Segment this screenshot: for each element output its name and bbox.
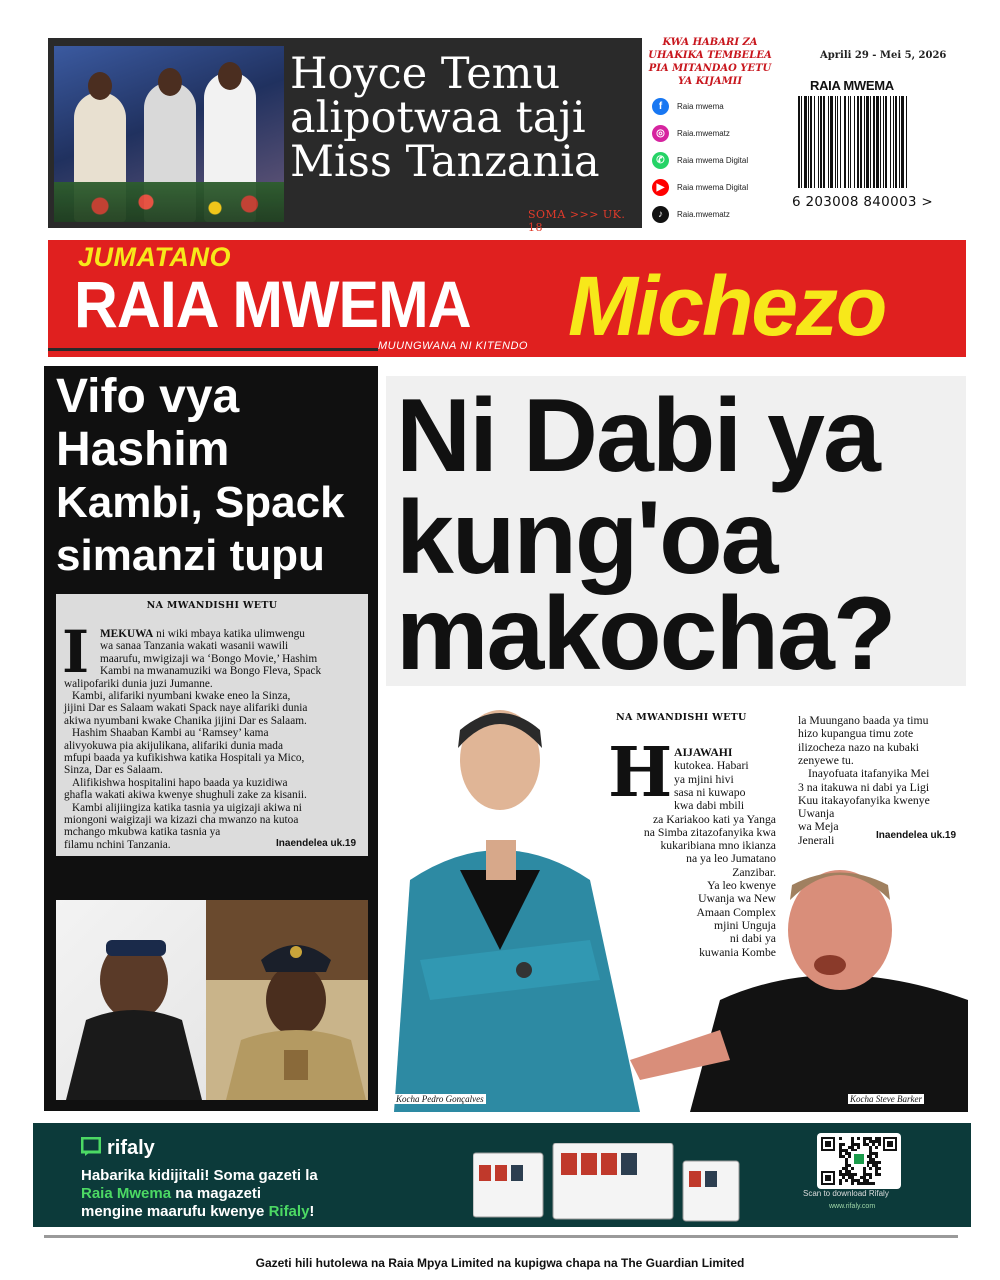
barcode-brand: RAIA MWEMA (810, 78, 894, 93)
barcode-bar (801, 96, 802, 188)
main-headline-box[interactable] (386, 376, 966, 692)
ad-url[interactable]: www.rifaly.com (829, 1203, 876, 1210)
barcode-bar (876, 96, 879, 188)
article-line: la Muungano baada ya timu (798, 714, 929, 727)
qr-module (842, 1167, 845, 1170)
masthead-rule (48, 348, 378, 351)
qr-module (869, 1173, 872, 1176)
qr-module (848, 1146, 851, 1149)
qr-module (845, 1149, 848, 1152)
article-line: akiwa nyumbani kwake Chanika jijini Dar es Salaam. (64, 714, 307, 727)
barcode-bar (870, 96, 871, 188)
article-line: walipofariki dunia juzi Jumanne. (64, 677, 213, 690)
qr-module (842, 1149, 845, 1152)
article-line: 3 na itakuwa ni dabi ya Ligi (798, 780, 930, 794)
qr-module (863, 1140, 866, 1143)
qr-module (848, 1155, 851, 1158)
social-media-box (646, 32, 774, 232)
article-line: Inayofuata itafanyika Mei (808, 767, 930, 781)
continued-ref[interactable]: Inaendelea uk.19 (876, 830, 957, 841)
qr-module (845, 1170, 848, 1173)
qr-module (851, 1167, 854, 1170)
qr-module (857, 1143, 860, 1146)
social-heading: KWA HABARI ZA UHAKIKA TEMBELEA PIA MITANDAO YETU YA KIJAMII (648, 37, 772, 87)
qr-module (872, 1164, 875, 1167)
barcode-bar (899, 96, 900, 188)
barcode-bar (820, 96, 822, 188)
qr-module (854, 1154, 864, 1164)
article-line: Ya leo kwenye (707, 879, 776, 892)
qr-module (857, 1146, 860, 1149)
qr-module (869, 1158, 872, 1161)
social-item-youtube[interactable]: ▶ Raia mwema Digital (652, 177, 748, 197)
qr-module (845, 1167, 848, 1170)
hashim-kambi-spack-photo (56, 900, 368, 1100)
drop-cap: I (62, 618, 90, 686)
qr-module (845, 1152, 848, 1155)
barcode-bar (893, 96, 894, 188)
article-line: Jenerali (798, 833, 835, 847)
barcode-bar (866, 96, 869, 188)
qr-module (825, 1141, 831, 1147)
byline: NA MWANDISHI WETU (146, 600, 278, 611)
qr-module (839, 1182, 842, 1185)
qr-module (851, 1176, 854, 1179)
qr-module (842, 1173, 845, 1176)
qr-module (875, 1146, 878, 1149)
qr-module (872, 1182, 875, 1185)
left-story (44, 366, 378, 1111)
barcode-bar (830, 96, 833, 188)
qr-module (869, 1155, 872, 1158)
barcode-box (782, 32, 962, 232)
qr-module (878, 1140, 881, 1143)
qr-module (839, 1170, 842, 1173)
article-line: Uwanja wa New (698, 892, 776, 906)
qr-module (875, 1164, 878, 1167)
article-line: sasa ni kuwapo (674, 785, 746, 799)
qr-module (845, 1164, 848, 1167)
devices-illustration (473, 1143, 743, 1227)
section-title: Michezo (568, 259, 886, 353)
qr-module (839, 1152, 842, 1155)
article-line: kutokea. Habari (674, 759, 749, 773)
main-headline-line-1: Ni Dabi ya (396, 378, 879, 494)
social-item-whatsapp[interactable]: ✆ Raia mwema Digital (652, 150, 748, 170)
qr-module (869, 1140, 872, 1143)
article-line: Alifikishwa hospitalini hapo baada ya kuzidiwa (72, 776, 288, 789)
article-line: Uwanja (798, 807, 835, 821)
qr-module (878, 1143, 881, 1146)
barcode-bar (901, 96, 904, 188)
barcode-bar (840, 96, 841, 188)
qr-module (875, 1140, 878, 1143)
barcode-bar (848, 96, 849, 188)
article-line: MEKUWA ni wiki mbaya katika ulimwengu (100, 628, 305, 640)
social-item-tiktok[interactable]: ♪ Raia.mwematz (652, 204, 730, 224)
qr-module (869, 1146, 872, 1149)
masthead-day: JUMATANO (78, 242, 231, 272)
byline: NA MWANDISHI WETU (616, 712, 747, 723)
tiktok-icon: ♪ (652, 206, 669, 223)
qr-scan-label: Scan to download Rifaly (803, 1189, 889, 1198)
qr-module (851, 1146, 854, 1149)
barcode-bar (857, 96, 859, 188)
drop-cap: H (608, 733, 673, 813)
article-line: Kuu itakayofanyika kwenye (798, 793, 930, 807)
article-line: mjini Unguja (713, 918, 776, 932)
article-line: Sinza, Dar es Salaam. (64, 764, 163, 777)
promo-box[interactable] (48, 38, 642, 234)
qr-module (842, 1143, 845, 1146)
qr-module (839, 1137, 842, 1140)
article-line: wa sanaa Tanzania wakati wasanii wawili (100, 640, 289, 653)
qr-module (869, 1182, 872, 1185)
qr-module (872, 1161, 875, 1164)
qr-module (869, 1149, 872, 1152)
main-headline-line-3: makocha? (396, 576, 895, 692)
qr-module (848, 1164, 851, 1167)
qr-module (839, 1143, 842, 1146)
photo-caption-left: Kocha Pedro Gonçalves (396, 1094, 484, 1104)
qr-module (845, 1173, 848, 1176)
qr-module (863, 1182, 866, 1185)
rifaly-ad-banner[interactable] (33, 1123, 971, 1227)
qr-module (875, 1152, 878, 1155)
qr-module (866, 1179, 869, 1182)
qr-module (860, 1182, 863, 1185)
barcode-bar (837, 96, 838, 188)
photo-caption-right: Kocha Steve Barker (850, 1094, 922, 1104)
qr-module (866, 1173, 869, 1176)
qr-module (878, 1173, 881, 1176)
barcode-bar (814, 96, 815, 188)
qr-module (863, 1179, 866, 1182)
qr-module (875, 1155, 878, 1158)
barcode-bar (854, 96, 855, 188)
qr-module (869, 1167, 872, 1170)
qr-module (878, 1161, 881, 1164)
article-line: za Kariakoo kati ya Yanga (652, 812, 776, 826)
article-line: Hashim Shaaban Kambi au ‘Ramsey’ kama (72, 727, 269, 740)
qr-module (848, 1170, 851, 1173)
miss-tanzania-photo (54, 46, 284, 222)
rifaly-logo: rifaly (107, 1137, 155, 1159)
qr-module (839, 1146, 842, 1149)
article-line: maarufu, mwigizaji wa ‘Bongo Movie,’ Hashim (100, 652, 318, 665)
qr-module (857, 1179, 860, 1182)
instagram-icon: ◎ (652, 125, 669, 142)
qr-module (872, 1143, 875, 1146)
qr-module (851, 1140, 854, 1143)
qr-module (860, 1176, 863, 1179)
qr-module (872, 1152, 875, 1155)
whatsapp-icon: ✆ (652, 152, 669, 169)
left-story-headline[interactable]: Vifo vya Hashim Kambi, Spack simanzi tupu (56, 370, 345, 580)
qr-module (872, 1140, 875, 1143)
social-item-instagram[interactable]: ◎ Raia.mwematz (652, 123, 730, 143)
barcode-bar (873, 96, 875, 188)
facebook-icon: f (652, 98, 669, 115)
qr-module (869, 1137, 872, 1140)
qr-module (839, 1155, 842, 1158)
qr-module (854, 1179, 857, 1182)
continued-ref[interactable]: Inaendelea uk.19 (276, 838, 357, 849)
qr-module (875, 1137, 878, 1140)
qr-module (875, 1167, 878, 1170)
article-line: kukaribiana mno ikianza (660, 839, 776, 853)
barcode-bar (835, 96, 836, 188)
article-line: Kambi, alifariki nyumbani kwake eneo la Sinza, (72, 690, 291, 702)
barcode-bar (804, 96, 807, 188)
article-line: filamu nchini Tanzania. (64, 838, 171, 851)
left-story-article (56, 594, 368, 856)
qr-module (863, 1167, 866, 1170)
qr-module (842, 1155, 845, 1158)
qr-module (878, 1167, 881, 1170)
qr-module (863, 1176, 866, 1179)
qr-module (875, 1170, 878, 1173)
article-line: mchango mkubwa katika tasnia ya (64, 826, 221, 839)
lead-word: AIJAWAHI (674, 746, 733, 759)
qr-module (857, 1182, 860, 1185)
barcode-bar (808, 96, 809, 188)
qr-code[interactable] (817, 1133, 901, 1189)
issue-date: Aprili 29 - Mei 5, 2026 (820, 50, 947, 61)
masthead-title[interactable]: RAIA MWEMA (74, 267, 471, 341)
footer-rule (44, 1235, 958, 1238)
qr-module (845, 1179, 848, 1182)
article-line: hizo kupangua timu zote (798, 727, 914, 741)
qr-module (866, 1182, 869, 1185)
barcode-bar (844, 96, 846, 188)
qr-module (851, 1137, 854, 1140)
qr-module (878, 1137, 881, 1140)
article-line: zenyewe tu. (798, 753, 854, 767)
barcode-bar (906, 96, 907, 188)
qr-module (848, 1152, 851, 1155)
qr-module (866, 1137, 869, 1140)
qr-module (845, 1158, 848, 1161)
article-line: mfupi baada ya kufikishwa katika Hospitali ya Mico, (64, 752, 305, 764)
article-line: ilizocheza nazo na kubaki (798, 740, 920, 754)
article-line: Amaan Complex (696, 905, 776, 919)
main-headline-line-2: kung'oa (396, 480, 777, 596)
qr-module (851, 1179, 854, 1182)
article-line: na Simba zitazofanyika kwa (643, 825, 776, 839)
qr-module (869, 1161, 872, 1164)
barcode-bar (823, 96, 825, 188)
article-line: ni dabi ya (729, 932, 776, 946)
qr-module (845, 1161, 848, 1164)
main-story-area (390, 700, 968, 1112)
article-line: na ya leo Jumatano (686, 852, 776, 866)
masthead (48, 240, 966, 357)
qr-module (872, 1158, 875, 1161)
article-line: alivyokuwa pia akijulikana, alifariki dunia mada (64, 739, 283, 752)
article-line: ghafla wakati akiwa kwenye shughuli zake za kisanii. (64, 789, 307, 802)
qr-module (857, 1137, 860, 1140)
qr-module (863, 1173, 866, 1176)
article-line: wa Meja (798, 820, 839, 834)
barcode-bar (850, 96, 851, 188)
qr-module (854, 1173, 857, 1176)
qr-module (875, 1173, 878, 1176)
barcode-graphic (794, 96, 942, 204)
barcode-bar (885, 96, 887, 188)
barcode-bar (828, 96, 829, 188)
article-line: jijini Dar es Salaam wakati Spack naye alifariki dunia (64, 702, 308, 715)
article-line: kuwania Kombe (699, 945, 776, 959)
qr-module (866, 1143, 869, 1146)
barcode-bar (880, 96, 881, 188)
qr-module (869, 1152, 872, 1155)
qr-module (863, 1170, 866, 1173)
qr-module (854, 1143, 857, 1146)
qr-module (848, 1173, 851, 1176)
rifaly-logo-icon (81, 1137, 101, 1157)
qr-module (851, 1143, 854, 1146)
article-line: miongoni waigizaji wa kizazi cha mwanzo na kutoa (64, 814, 299, 826)
barcode-bar (818, 96, 819, 188)
promo-page-ref[interactable]: SOMA >>> UK. 18 (528, 208, 626, 234)
qr-module (863, 1143, 866, 1146)
barcode-bar (798, 96, 800, 188)
social-item-facebook[interactable]: f Raia mwema (652, 96, 724, 116)
qr-module (875, 1161, 878, 1164)
qr-module (825, 1175, 831, 1181)
promo-headline[interactable]: Hoyce Temu alipotwaa taji Miss Tanzania (290, 49, 600, 187)
barcode-bar (860, 96, 862, 188)
footer-credit: Gazeti hili hutolewa na Raia Mpya Limited na kupigwa chapa na The Guardian Limited (255, 1256, 745, 1270)
article-line: ya mjini hivi (674, 772, 734, 786)
qr-module (839, 1173, 842, 1176)
barcode-bar (810, 96, 812, 188)
barcode-digits: 6 203008 840003 > (792, 194, 933, 210)
masthead-slogan: MUUNGWANA NI KITENDO (378, 340, 528, 352)
barcode-bar (864, 96, 865, 188)
barcode-bar (890, 96, 891, 188)
qr-module (851, 1173, 854, 1176)
qr-module (851, 1182, 854, 1185)
article-line: Kambi alijiingiza katika tasnia ya uigizaji akiwa ni (72, 801, 302, 814)
qr-module (863, 1137, 866, 1140)
article-line: Kambi na mwanamuziki wa Bongo Fleva, Spack (100, 665, 322, 678)
ad-text: Habarika kidijitali! Soma gazeti la Raia Mwema na magazeti mengine maarufu kwenye Rifaly! (81, 1167, 318, 1220)
barcode-bar (883, 96, 884, 188)
barcode-bar (895, 96, 897, 188)
qr-module (869, 1176, 872, 1179)
qr-module (887, 1141, 893, 1147)
article-line: kwa dabi mbili (674, 799, 745, 813)
qr-module (848, 1176, 851, 1179)
article-line: Zanzibar. (732, 865, 776, 879)
qr-module (839, 1149, 842, 1152)
youtube-icon: ▶ (652, 179, 669, 196)
qr-module (839, 1179, 842, 1182)
qr-module (842, 1176, 845, 1179)
